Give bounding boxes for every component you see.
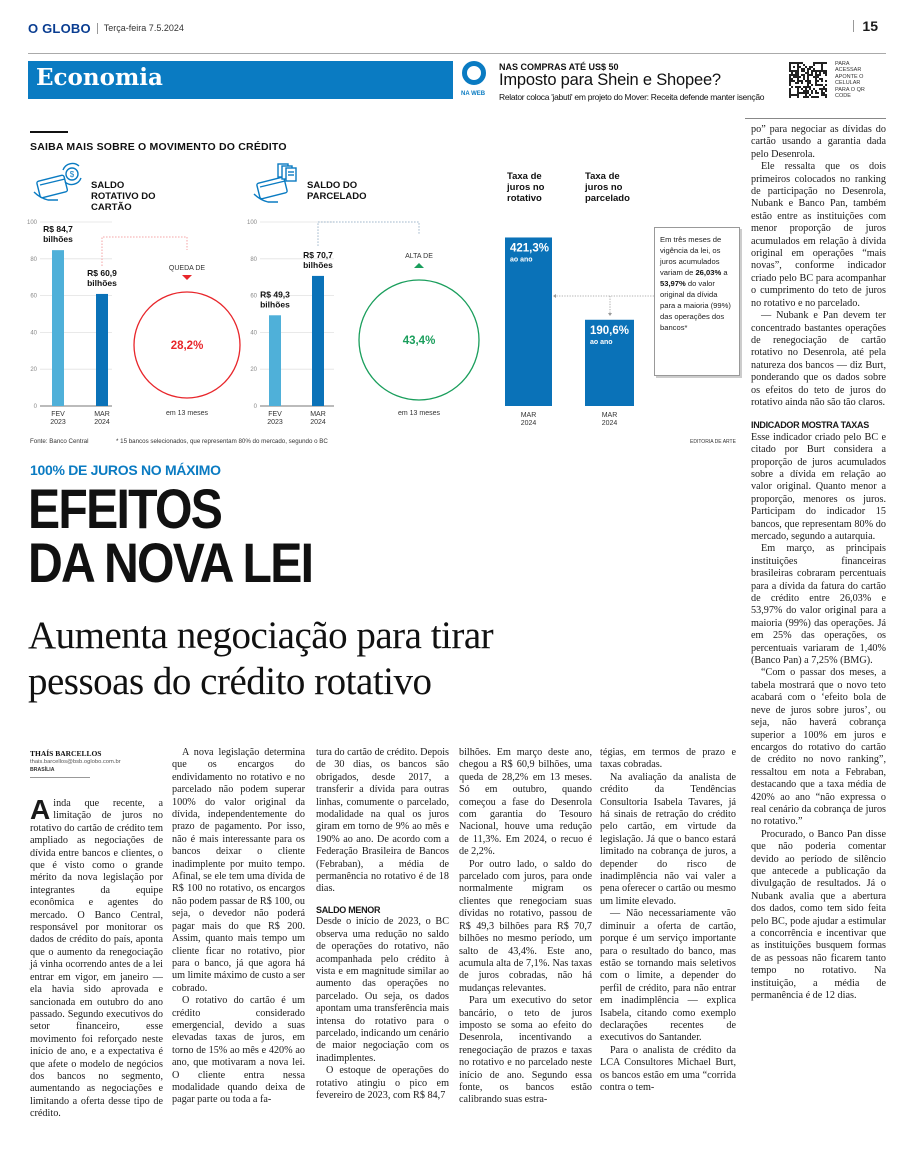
title-line: Taxa de	[585, 171, 620, 182]
paragraph: Em março, as principais instituições financeiras brasileiras cobraram percentuais para a dívida da fatura do cartão de crédito entre 26,03% e 53,97% do valor original para a maioria (99%) das operações. Já em 25% das operações, os percentuais variaram de 1,40% (Banco Pan) a 7,25% (BMG).	[751, 543, 886, 667]
article-column-5	[600, 747, 736, 1094]
title-line: rotativo	[507, 193, 542, 204]
arrow-up-icon	[414, 263, 424, 268]
byline-city: BRASÍLIA	[30, 767, 55, 773]
x-tick-label: 2024	[94, 419, 110, 426]
x-tick-label: MAR	[601, 412, 618, 419]
x-tick-label: 2024	[310, 419, 326, 426]
x-tick-label: MAR	[94, 411, 110, 418]
masthead-divider	[97, 23, 98, 34]
section-subhead: SALDO MENOR	[316, 904, 381, 915]
byline-author: THAÍS BARCELLOS	[30, 749, 102, 758]
callout-box	[654, 227, 740, 376]
bar-value-label: R$ 84,7	[43, 224, 73, 235]
byline-email[interactable]: thais.barcellos@bsb.oglobo.com.br	[30, 759, 121, 765]
byline-rule	[30, 777, 90, 778]
bar-value-label: R$ 49,3	[260, 289, 290, 300]
x-tick-label: MAR	[520, 412, 537, 419]
callout-text: a	[721, 268, 728, 277]
article-headline	[28, 477, 313, 594]
graphic-rule	[30, 131, 68, 133]
bar	[52, 250, 64, 406]
bar-value-unit: bilhões	[260, 299, 290, 310]
graphic-credit: EDITORIA DE ARTE	[690, 439, 736, 445]
y-tick-label: 100	[246, 220, 257, 226]
headline-line-2: DA NOVA LEI	[28, 531, 313, 594]
graphic-title: SAIBA MAIS SOBRE O MOVIMENTO DO CRÉDITO	[30, 141, 287, 153]
paragraph: O estoque de operações do rotativo atingiu o pico em fevereiro de 2023, com R$ 84,7	[316, 1065, 449, 1101]
graphic-footnote: * 15 bancos selecionados, que representam 80% do mercado, segundo o BC	[116, 438, 328, 445]
page-number-value: 15	[862, 18, 878, 34]
credit-card-cycle-icon	[32, 162, 88, 204]
title-line: juros no	[507, 182, 545, 193]
y-tick-label: 40	[30, 330, 37, 337]
promo-subtitle: Relator coloca 'jabuti' em projeto do Mover: Receita defende manter isenção	[499, 92, 765, 102]
x-tick-label: MAR	[310, 411, 326, 418]
graphic-source: Fonte: Banco Central	[30, 438, 89, 445]
rate-unit: ao ano	[590, 338, 613, 346]
paragraph: Por outro lado, o saldo do parcelado com juros, para onde normalmente migram os clientes que renegociam suas dívidas no rotativo, passou de R$ 49,3 bilhões para R$ 70,7 bilhões no mesmo período, um salto de 43,4%. Este ano, acumula alta de 7,1%. Nas taxas de juros cobradas, não há mudanças relevantes.	[459, 858, 592, 994]
x-tick-label: FEV	[51, 411, 65, 418]
paragraph: Na avaliação da analista de crédito da Tendências Consultoria Isabela Tavares, já há sinais de retração do crédito pelo cartão, em virtude da legislação. Já que o banco estará limitado na cobrança de juros, a depender do risco de inadimplência não vai valer a pena oferecer o cartão ou mesmo um limite elevado.	[600, 771, 736, 907]
article-column-1	[30, 794, 163, 1121]
paragraph: Procurado, o Banco Pan disse que não poderia comentar devido ao período de silêncio que antecede a publicação da divulgação de resultados. Já o Nubank avalia que a abertura dos dados, como tem sido feita pelo BC, pode ajudar a estimular a concorrência e incentivar que as instituições busquem formas de as pessoas não ficarem tanto tempo no rotativo. Na instituição, a média de permanência é de 12 dias.	[751, 828, 886, 1002]
paragraph: tura do cartão de crédito. Depois de 30 dias, os bancos são obrigados, desde 2017, a transferir a dívida para outras linhas, comumente o parcelado, modalidade na qual os juros giram em torno de 9% ao mês e 190% ao ano. De acordo com a Federação Brasileira de Bancos (Febraban), a média de permanência no rotativo é de 18 dias.	[316, 747, 449, 895]
connector-line	[102, 237, 187, 266]
paragraph: Desde o início de 2023, o BC observa uma redução no saldo de operações do rotativo, não acompanhada pelo crédito à vista e em magnitude similar ao aumento das operações no parcelado. Ou seja, os dados apontam uma transferência mais intensa do rotativo para o parcelado, indicando um cenário de maior negociação com os inadimplentes.	[316, 916, 449, 1064]
qr-code-icon[interactable]	[789, 62, 827, 98]
change-period: em 13 meses	[165, 410, 209, 417]
y-tick-label: 40	[250, 330, 257, 337]
article-subheadline: Aumenta negociação para tirar pessoas do crédito rotativo	[28, 614, 494, 703]
paragraph: Esse indicador criado pelo BC e citado por Burt considera a proporção de juros acumulados sobre a dívida em relação ao valor original. Quanto menor a proporção, menores os juros. Participam do indicador 15 bancos, que representam 80% do mercado, segundo a autarquia.	[751, 431, 886, 542]
page-number-divider	[853, 20, 854, 32]
paragraph: — Nubank e Pan devem ter concentrado bastantes operações de renegociação de cartão rotativo no Desenrola, até pela natureza dos bancos — diz Burt, ponderando que os dados sobre os efeitos do teto de juros do rotativo ainda não são tão claros.	[751, 310, 886, 408]
rate-value: 190,6%	[590, 324, 630, 337]
y-tick-label: 20	[30, 367, 37, 374]
y-tick-label: 20	[250, 367, 257, 374]
connector-line	[318, 222, 419, 246]
callout-min-rate: 26,03%	[695, 268, 722, 277]
bar	[96, 294, 108, 406]
x-tick-label: 2024	[601, 420, 618, 427]
x-tick-label: 2023	[267, 419, 283, 426]
y-tick-label: 60	[30, 293, 37, 300]
masthead	[28, 20, 184, 36]
article-column-4	[459, 747, 592, 1107]
newspaper-logo: O GLOBO	[28, 20, 91, 36]
title-line: Taxa de	[507, 171, 542, 182]
callout-text: Em três meses de vigência da lei, os juros acumulados variam de	[660, 235, 722, 277]
naweb-label: NA WEB	[461, 91, 486, 97]
chart-3-series-2-title	[585, 171, 645, 204]
x-tick-label: 2023	[50, 419, 66, 426]
y-tick-label: 100	[26, 220, 37, 226]
credit-card-documents-icon	[252, 162, 308, 204]
bar-value-unit: bilhões	[87, 277, 117, 288]
chart-2-title: SALDO DO PARCELADO	[307, 180, 367, 202]
paragraph: po” para negociar as dívidas do cartão usando a garantia dada pelo Desenrola.	[751, 124, 886, 160]
naweb-circle-icon	[462, 61, 486, 85]
rate-value: 421,3%	[510, 242, 550, 255]
page-number	[853, 18, 878, 34]
bar	[269, 315, 281, 406]
paragraph: — Não necessariamente vão diminuir a oferta de cartão, porque é um serviço importante para o resultado do banco, mas estão se tornando mais seletivos com o limite, a depender do perfil de crédito, para não entrar em inadimplência — explica Isabela, citando como exemplo declarações recentes de executivos do Santander.	[600, 908, 736, 1044]
promo-title[interactable]: Imposto para Shein e Shopee?	[499, 71, 721, 89]
change-label: QUEDA DE	[168, 265, 206, 272]
paragraph: Para um executivo do setor bancário, o teto de juros imposto se soma ao efeito do Desenrola, incentivando a renegociação de prazos e taxas no rotativo e no parcelado neste início de ano. Segundo essa fonte, os bancos estão calibrando suas estra-	[459, 995, 592, 1106]
paragraph: Ele ressalta que os dois primeiros colocados no ranking de participação no Desenrola, Nubank e Banco Pan, também estão entre as instituições com menor proporção de juros acumulados em relação à dívida original em operações “mais novas”, conforme indicador criado pelo BC para acompanhar o cumprimento do teto de juros no rotativo e no parcelado.	[751, 161, 886, 309]
headline-line-1: EFEITOS	[28, 477, 222, 540]
article-column-3	[316, 747, 449, 1102]
pointer-arrowhead	[553, 294, 612, 316]
credit-charts	[0, 200, 740, 440]
promo-kicker: NAS COMPRAS ATÉ US$ 50	[499, 62, 619, 72]
title-line: parcelado	[585, 193, 630, 204]
bar-value-unit: bilhões	[303, 259, 333, 270]
x-tick-label: FEV	[268, 411, 282, 418]
paragraph: A nova legislação determina que os encargos do endividamento no rotativo e no parcelado não podem superar 100% do valor original da dívida, independentemente do prazo de pagamento. Por isso, não é mais interessante para os bancos deixar o cliente inadimplente por muito tempo. Afinal, se ele tem uma dívida de R$ 100 no rotativo, os encargos não podem passar de R$ 100, ou seja, o devedor não poderá pagar mais do que R$ 200. Assim, quanto mais tempo um cliente ficar no rotativo, pior para o banco, já que agora há um limite máximo de custo a ser cobrado.	[172, 747, 305, 994]
chart-1-title: SALDO ROTATIVO DO CARTÃO	[91, 180, 156, 213]
paragraph: bilhões. Em março deste ano, chegou a R$ 60,9 bilhões, uma queda de 28,2% em 13 meses. Só em outubro, quando começou a fase do Desenrola com garantia do Tesouro Nacional, houve uma redução de 11,3%. Em 2024, o recuo é de 2,2%.	[459, 747, 592, 858]
y-tick-label: 80	[30, 256, 37, 263]
change-period: em 13 meses	[397, 410, 441, 417]
callout-text: do valor original da dívida para a maioria (99%) das operações dos bancos*	[660, 279, 731, 332]
y-tick-label: 80	[250, 256, 257, 263]
bar-value-unit: bilhões	[43, 234, 73, 245]
header-rule	[28, 53, 886, 54]
y-tick-label: 60	[250, 293, 257, 300]
callout-max-rate: 53,97%	[660, 279, 686, 288]
paragraph: Para o analista de crédito da LCA Consultores Michael Burt, os bancos estão em uma “corrida contra o tem-	[600, 1044, 736, 1093]
chart-3-series-1-title	[507, 171, 567, 204]
change-label: ALTA DE	[405, 253, 433, 260]
title-line: juros no	[585, 182, 623, 193]
paragraph: O rotativo do cartão é um crédito considerado emergencial, devido a suas elevadas taxas de juros, em torno de 15% ao mês e 420% ao ano, que motivaram a nova lei. O cliente entra nessa modalidade quando deixa de pagar parte ou toda a fa-	[172, 995, 305, 1106]
bar-value-label: R$ 70,7	[303, 249, 333, 260]
paragraph: “Com o passar dos meses, a tabela mostrará que o novo teto acabará com o ‘efeito bola de neve de juros sobre juros’, ou seja, não haverá cobrança superior a 100% em juros e encargos do rotativo do cartão de crédito no novo ranking”, ressaltou em nota a Febraban, destacando que a taxa média de 420% ao ano “não expressa o real cenário da cobrança de juros no rotativo.”	[751, 667, 886, 828]
section-subhead: INDICADOR MOSTRA TAXAS	[751, 420, 869, 431]
callout-pointer	[556, 296, 654, 315]
svg-text:$: $	[69, 170, 75, 179]
paragraph-text: inda que recente, a limitação de juros no rotativo do cartão de crédito tem ampliado as negociações de dívida entre bancos e clientes, o que é visto como o grande mérito da nova legislação por integrantes da equipe econômica e agentes do mercado. O Banco Central, responsável por monitorar os dados de crédito do país, aponta que o aumento da renegociação já vinha ocorrendo antes de a lei entrar em vigor, em janeiro — ela havia sido aprovada e sancionada em outubro do ano passado. Segundo executivos do setor financeiro, esse movimento foi reforçado neste início de ano, e a expectativa é que afete o modelo de negócios dos bancos no segmento, aumentando as negociações e limitando a oferta desse tipo de crédito.	[30, 798, 163, 1120]
right-column-rule	[745, 118, 886, 119]
rate-unit: ao ano	[510, 256, 533, 264]
article-column-6	[751, 124, 886, 1002]
x-tick-label: 2024	[520, 420, 537, 427]
drop-cap: A	[30, 794, 51, 825]
change-value: 43,4%	[402, 335, 436, 347]
article-column-2	[172, 747, 305, 1107]
bar	[312, 276, 324, 406]
section-title: Economia	[36, 64, 163, 91]
paragraph	[30, 794, 163, 1121]
qr-instructions: PARA ACESSAR APONTE O CELULAR PARA O QR CODE	[835, 61, 865, 100]
bar-value-label: R$ 60,9	[87, 267, 117, 278]
arrow-down-icon	[182, 275, 192, 280]
edition-date: Terça-feira 7.5.2024	[103, 23, 184, 33]
article-kicker: 100% DE JUROS NO MÁXIMO	[30, 462, 221, 478]
y-tick-label: 0	[33, 404, 37, 410]
change-value: 28,2%	[170, 340, 204, 352]
y-tick-label: 0	[253, 404, 257, 410]
paragraph: tégias, em termos de prazo e taxas cobradas.	[600, 747, 736, 771]
